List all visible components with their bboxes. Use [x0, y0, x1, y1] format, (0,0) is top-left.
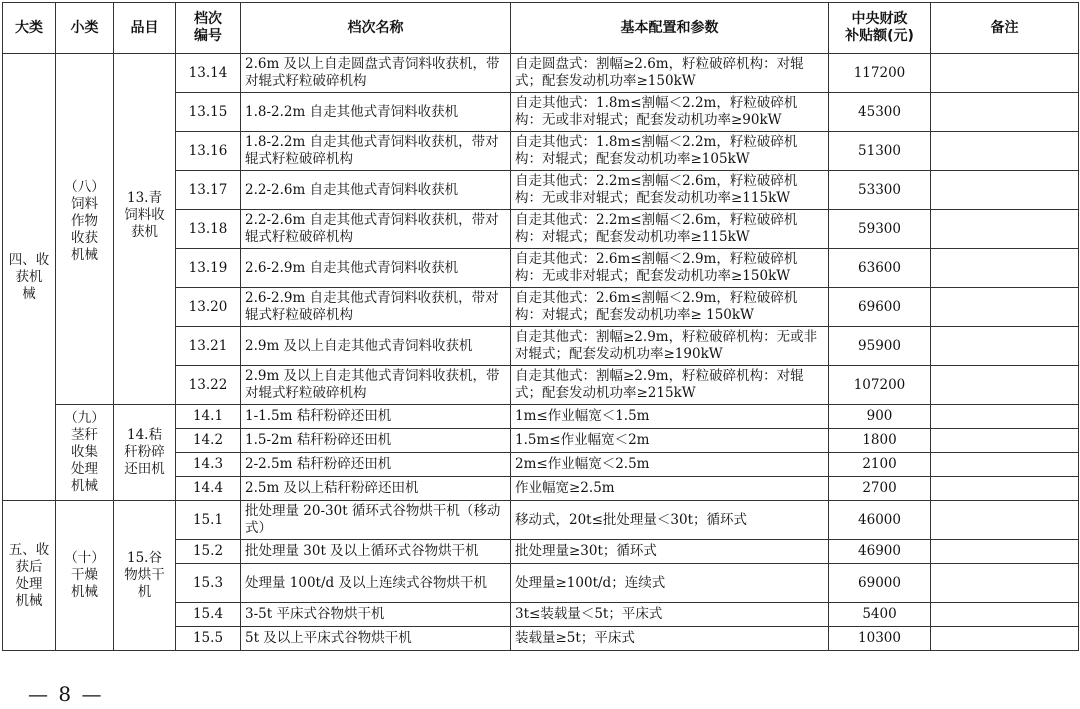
header-config: 基本配置和参数 [511, 3, 829, 54]
grade-code-cell: 15.1 [176, 501, 241, 540]
remark-cell [931, 453, 1079, 477]
grade-name-cell: 2.9m 及以上自走其他式青饲料收获机，带对辊式籽粒破碎机构 [241, 366, 511, 405]
grade-code-cell: 13.17 [176, 171, 241, 210]
grade-name-cell: 2.6-2.9m 自走其他式青饲料收获机 [241, 249, 511, 288]
grade-name-cell: 2.2-2.6m 自走其他式青饲料收获机，带对辊式籽粒破碎机构 [241, 210, 511, 249]
grade-code-cell: 15.3 [176, 564, 241, 603]
grade-code-cell: 13.20 [176, 288, 241, 327]
subsidy-cell: 69000 [829, 564, 931, 603]
config-cell: 移动式，20t≤批处理量＜30t；循环式 [511, 501, 829, 540]
table-body [3, 54, 1079, 651]
header-remarks: 备注 [931, 3, 1079, 54]
subsidy-cell: 46900 [829, 540, 931, 564]
grade-code-cell: 15.2 [176, 540, 241, 564]
header-row [3, 3, 1079, 54]
table-row [3, 501, 1079, 540]
subsidy-cell: 46000 [829, 501, 931, 540]
subsidy-cell: 10300 [829, 627, 931, 651]
grade-name-cell: 批处理量 30t 及以上循环式谷物烘干机 [241, 540, 511, 564]
category-cell-harvesting: 四、收 获机 械 [3, 54, 56, 501]
header-grade-name: 档次名称 [241, 3, 511, 54]
remark-cell [931, 249, 1079, 288]
remark-cell [931, 366, 1079, 405]
remark-cell [931, 603, 1079, 627]
subsidy-cell: 900 [829, 405, 931, 429]
subsidy-cell: 117200 [829, 54, 931, 93]
subsidy-cell: 53300 [829, 171, 931, 210]
grade-code-cell: 13.15 [176, 93, 241, 132]
remark-cell [931, 540, 1079, 564]
config-cell: 2m≤作业幅宽＜2.5m [511, 453, 829, 477]
config-cell: 1.5m≤作业幅宽＜2m [511, 429, 829, 453]
subsidy-cell: 51300 [829, 132, 931, 171]
grade-code-cell: 13.21 [176, 327, 241, 366]
remark-cell [931, 477, 1079, 501]
grade-name-cell: 1.8-2.2m 自走其他式青饲料收获机，带对辊式籽粒破碎机构 [241, 132, 511, 171]
category-cell-post-harvest: 五、收 获后 处理 机械 [3, 501, 56, 651]
remark-cell [931, 288, 1079, 327]
item-cell-forage-harvester: 13.青 饲料收 获机 [114, 54, 176, 405]
page-number: — 8 — [28, 682, 104, 706]
remark-cell [931, 327, 1079, 366]
remark-cell [931, 54, 1079, 93]
config-cell: 自走其他式：割幅≥2.9m，籽粒破碎机构：无或非对辊式；配套发动机功率≥190kW [511, 327, 829, 366]
config-cell: 装载量≥5t；平床式 [511, 627, 829, 651]
grade-name-cell: 1-1.5m 秸秆粉碎还田机 [241, 405, 511, 429]
subsidy-table [2, 2, 1079, 651]
config-cell: 作业幅宽≥2.5m [511, 477, 829, 501]
remark-cell [931, 93, 1079, 132]
remark-cell [931, 405, 1079, 429]
grade-code-cell: 13.22 [176, 366, 241, 405]
subcategory-cell-straw: （九） 茎秆 收集 处理 机械 [56, 405, 114, 501]
subcategory-cell-drying: （十） 干燥 机械 [56, 501, 114, 651]
subsidy-cell: 63600 [829, 249, 931, 288]
grade-name-cell: 批处理量 20-30t 循环式谷物烘干机（移动式） [241, 501, 511, 540]
config-cell: 自走其他式：割幅≥2.9m，籽粒破碎机构：对辊式；配套发动机功率≥215kW [511, 366, 829, 405]
header-subcategory: 小类 [56, 3, 114, 54]
config-cell: 处理量≥100t/d；连续式 [511, 564, 829, 603]
header-category: 大类 [3, 3, 56, 54]
config-cell: 自走其他式：1.8m≤割幅＜2.2m，籽粒破碎机构：对辊式；配套发动机功率≥105kW [511, 132, 829, 171]
grade-name-cell: 2.9m 及以上自走其他式青饲料收获机 [241, 327, 511, 366]
grade-code-cell: 15.5 [176, 627, 241, 651]
grade-name-cell: 2.5m 及以上秸秆粉碎还田机 [241, 477, 511, 501]
config-cell: 批处理量≥30t；循环式 [511, 540, 829, 564]
grade-name-cell: 处理量 100t/d 及以上连续式谷物烘干机 [241, 564, 511, 603]
remark-cell [931, 564, 1079, 603]
remark-cell [931, 429, 1079, 453]
item-cell-straw-shredder: 14.秸 秆粉碎 还田机 [114, 405, 176, 501]
config-cell: 1m≤作业幅宽＜1.5m [511, 405, 829, 429]
subsidy-cell: 1800 [829, 429, 931, 453]
config-cell: 自走其他式：1.8m≤割幅＜2.2m，籽粒破碎机构：无或非对辊式；配套发动机功率≥90kW [511, 93, 829, 132]
subsidy-cell: 59300 [829, 210, 931, 249]
remark-cell [931, 132, 1079, 171]
remark-cell [931, 171, 1079, 210]
header-grade-code: 档次 编号 [176, 3, 241, 54]
remark-cell [931, 210, 1079, 249]
header-subsidy: 中央财政 补贴额(元) [829, 3, 931, 54]
remark-cell [931, 627, 1079, 651]
grade-code-cell: 13.18 [176, 210, 241, 249]
config-cell: 3t≤装载量＜5t；平床式 [511, 603, 829, 627]
grade-code-cell: 13.19 [176, 249, 241, 288]
grade-code-cell: 14.2 [176, 429, 241, 453]
grade-name-cell: 2.6-2.9m 自走其他式青饲料收获机，带对辊式籽粒破碎机构 [241, 288, 511, 327]
remark-cell [931, 501, 1079, 540]
grade-code-cell: 13.16 [176, 132, 241, 171]
grade-name-cell: 2-2.5m 秸秆粉碎还田机 [241, 453, 511, 477]
grade-code-cell: 14.1 [176, 405, 241, 429]
subcategory-cell-forage: （八） 饲料 作物 收获 机械 [56, 54, 114, 405]
config-cell: 自走圆盘式：割幅≥2.6m，籽粒破碎机构：对辊式；配套发动机功率≥150kW [511, 54, 829, 93]
config-cell: 自走其他式：2.6m≤割幅＜2.9m，籽粒破碎机构：对辊式；配套发动机功率≥ 150kW [511, 288, 829, 327]
subsidy-cell: 2100 [829, 453, 931, 477]
item-cell-grain-dryer: 15.谷 物烘干 机 [114, 501, 176, 651]
subsidy-cell: 69600 [829, 288, 931, 327]
grade-name-cell: 1.8-2.2m 自走其他式青饲料收获机 [241, 93, 511, 132]
grade-code-cell: 15.4 [176, 603, 241, 627]
subsidy-cell: 95900 [829, 327, 931, 366]
grade-code-cell: 13.14 [176, 54, 241, 93]
grade-code-cell: 14.3 [176, 453, 241, 477]
grade-name-cell: 5t 及以上平床式谷物烘干机 [241, 627, 511, 651]
config-cell: 自走其他式：2.2m≤割幅＜2.6m，籽粒破碎机构：无或非对辊式；配套发动机功率≥115kW [511, 171, 829, 210]
grade-name-cell: 2.6m 及以上自走圆盘式青饲料收获机，带对辊式籽粒破碎机构 [241, 54, 511, 93]
grade-code-cell: 14.4 [176, 477, 241, 501]
subsidy-cell: 107200 [829, 366, 931, 405]
config-cell: 自走其他式：2.2m≤割幅＜2.6m，籽粒破碎机构：对辊式；配套发动机功率≥115kW [511, 210, 829, 249]
subsidy-cell: 2700 [829, 477, 931, 501]
header-item: 品目 [114, 3, 176, 54]
grade-name-cell: 3-5t 平床式谷物烘干机 [241, 603, 511, 627]
table-row [3, 405, 1079, 429]
subsidy-cell: 5400 [829, 603, 931, 627]
config-cell: 自走其他式：2.6m≤割幅＜2.9m，籽粒破碎机构：无或非对辊式；配套发动机功率≥150kW [511, 249, 829, 288]
subsidy-cell: 45300 [829, 93, 931, 132]
grade-name-cell: 2.2-2.6m 自走其他式青饲料收获机 [241, 171, 511, 210]
grade-name-cell: 1.5-2m 秸秆粉碎还田机 [241, 429, 511, 453]
table-row [3, 54, 1079, 93]
